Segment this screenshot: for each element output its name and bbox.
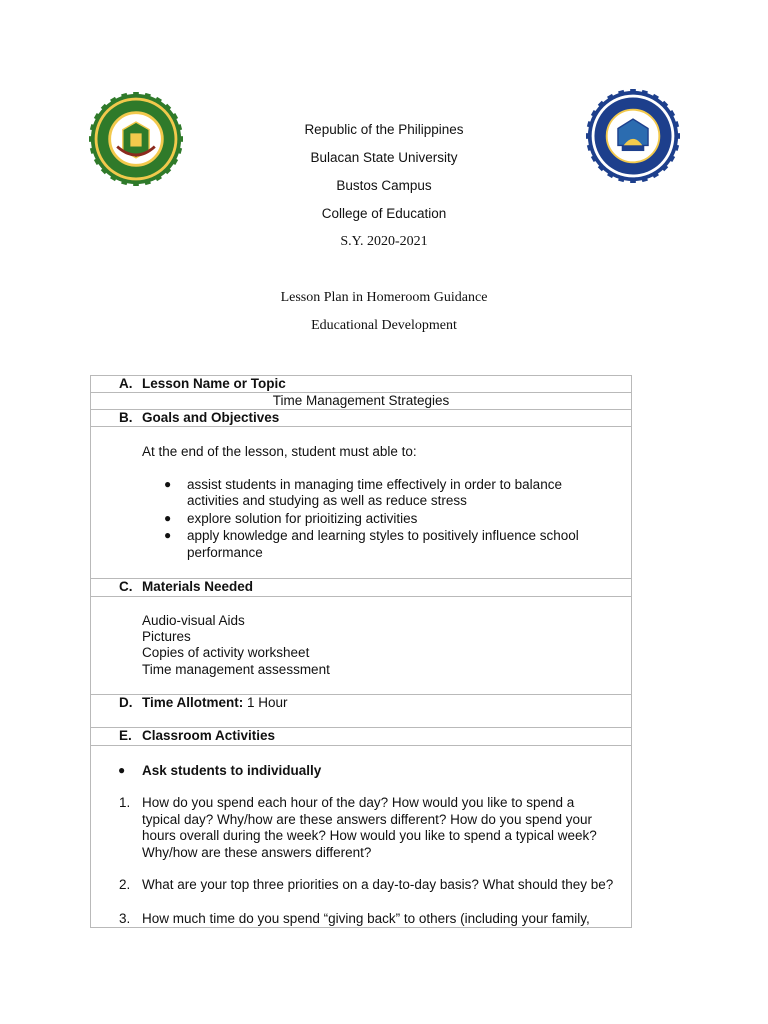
section-c-letter: C.: [119, 579, 133, 594]
bullet-icon: ●: [164, 511, 172, 525]
question-3-line-1: How much time do you spend “giving back” to others (including your family,: [142, 911, 590, 926]
section-a-title: Lesson Name or Topic: [142, 376, 286, 391]
objectives-intro: At the end of the lesson, student must able to:: [142, 444, 417, 459]
lesson-plan-title: Lesson Plan in Homeroom Guidance: [280, 290, 488, 305]
objective-1-line-1: assist students in managing time effectively in order to balance: [187, 477, 562, 492]
question-2-line-1: What are your top three priorities on a day-to-day basis? What should they be?: [142, 877, 614, 892]
section-b-letter: B.: [119, 410, 133, 425]
time-allotment: [142, 695, 288, 712]
bullet-icon: ●: [164, 477, 172, 491]
material-item: Audio-visual Aids: [142, 613, 245, 628]
section-b-title: Goals and Objectives: [142, 410, 280, 425]
section-c-title: Materials Needed: [142, 579, 254, 594]
activity-instruction: Ask students to individually: [142, 763, 322, 778]
section-d-letter: D.: [119, 695, 133, 710]
material-item: Copies of activity worksheet: [142, 645, 310, 660]
section-a-letter: A.: [119, 376, 133, 391]
section-e-title: Classroom Activities: [142, 728, 276, 743]
section-d-title: Time Allotment:: [142, 695, 244, 710]
lesson-topic: Time Management Strategies: [272, 393, 450, 408]
question-1-number: 1.: [119, 795, 131, 810]
material-item: Pictures: [142, 629, 191, 644]
bullet-icon: ●: [118, 763, 126, 777]
bulsu-bustos-seal-logo: [89, 92, 183, 186]
objective-2: explore solution for prioitizing activities: [187, 511, 418, 526]
header-line-campus: Bustos Campus: [336, 178, 432, 193]
objective-3-line-2: performance: [187, 545, 263, 560]
question-3-number: 3.: [119, 911, 131, 926]
header-line-republic: Republic of the Philippines: [304, 122, 464, 137]
header-line-university: Bulacan State University: [310, 150, 458, 165]
header-line-school-year: S.Y. 2020-2021: [340, 234, 428, 249]
material-item: Time management assessment: [142, 662, 330, 677]
header-line-college: College of Education: [321, 206, 447, 221]
question-1-line-2: typical day? Why/how are these answers different? How do you spend your: [142, 812, 592, 827]
question-1-line-3: hours overall during the week? How would you like to spend a typical week?: [142, 828, 597, 843]
question-1-line-1: How do you spend each hour of the day? How would you like to spend a: [142, 795, 575, 810]
time-allotment-value: 1 Hour: [247, 695, 288, 710]
objective-3-line-1: apply knowledge and learning styles to positively influence school: [187, 528, 579, 543]
bullet-icon: ●: [164, 528, 172, 542]
objective-1-line-2: activities and studying as well as reduce stress: [187, 493, 467, 508]
question-2-number: 2.: [119, 877, 131, 892]
section-e-letter: E.: [119, 728, 132, 743]
lesson-plan-subtitle: Educational Development: [311, 318, 457, 333]
question-1-line-4: Why/how are these answers different?: [142, 845, 372, 860]
